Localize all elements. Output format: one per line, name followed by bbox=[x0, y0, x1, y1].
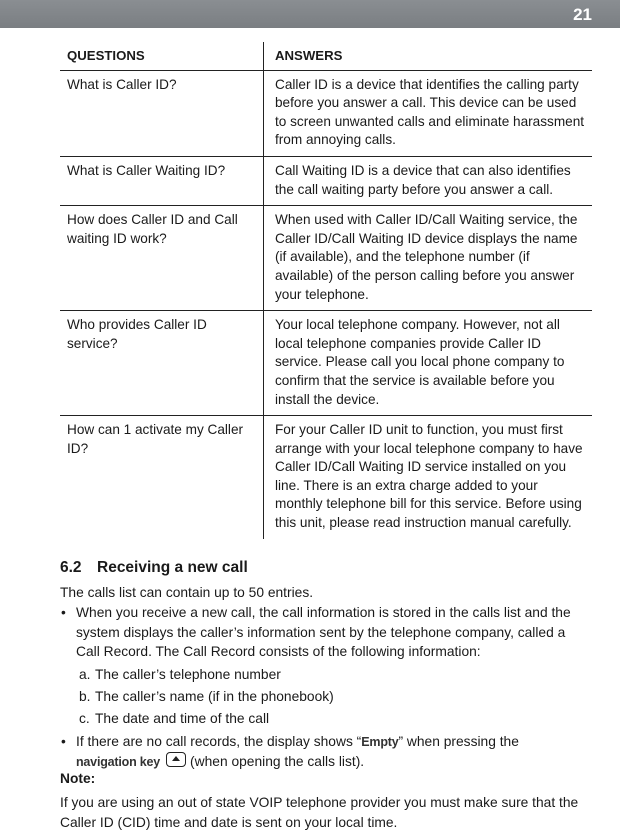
questions-header: QUESTIONS bbox=[60, 42, 264, 70]
sub-item bbox=[79, 708, 592, 730]
page-header-bar bbox=[0, 0, 620, 28]
bullet-symbol: • bbox=[61, 733, 66, 749]
bullet-list bbox=[60, 603, 592, 773]
sub-item bbox=[79, 664, 592, 686]
bullet-text: When you receive a new call, the call information is stored in the calls list and the system displays the caller’s information sent by the telephone company, called a Call Record. The Call Record consists of the following information: bbox=[76, 605, 571, 660]
call-record-sublist bbox=[76, 664, 592, 730]
bullet-item bbox=[60, 732, 592, 773]
section-title: Receiving a new call bbox=[97, 559, 248, 576]
faq-header-row bbox=[60, 42, 592, 70]
faq-row bbox=[60, 311, 592, 416]
faq-row bbox=[60, 416, 592, 539]
faq-answer: Call Waiting ID is a device that can also identifies the call waiting party before you answer a call. bbox=[275, 162, 571, 197]
faq-table bbox=[60, 42, 592, 539]
page-number: 21 bbox=[573, 5, 592, 24]
sub-item-letter: a. bbox=[79, 666, 91, 682]
sub-item bbox=[79, 686, 592, 708]
bullet2-post: (when opening the calls list). bbox=[190, 754, 365, 770]
sub-item-text: The date and time of the call bbox=[95, 710, 270, 726]
faq-row bbox=[60, 206, 592, 311]
bullet2-pre: If there are no call records, the display shows “ bbox=[76, 733, 362, 749]
faq-question: How does Caller ID and Call waiting ID work? bbox=[60, 206, 264, 311]
faq-question: How can 1 activate my Caller ID? bbox=[60, 416, 264, 539]
faq-question: Who provides Caller ID service? bbox=[60, 311, 264, 416]
faq-row bbox=[60, 70, 592, 156]
sub-item-letter: b. bbox=[79, 688, 91, 704]
bullet-symbol: • bbox=[61, 605, 66, 620]
faq-question: What is Caller ID? bbox=[60, 70, 264, 156]
sub-item-letter: c. bbox=[79, 710, 90, 726]
navigation-key-up-icon bbox=[166, 752, 186, 767]
faq-answer: Caller ID is a device that identifies the calling party before you answer a call. This device can be used to screen unwanted calls and eliminate harassment from annoying calls. bbox=[275, 76, 585, 148]
faq-answer: When used with Caller ID/Call Waiting service, the Caller ID/Call Waiting ID device displays the name (if available), and the telephone number (if available) of the person calling before you answer your telephone. bbox=[275, 212, 578, 302]
section-number: 6.2 bbox=[60, 559, 82, 576]
faq-row bbox=[60, 156, 592, 205]
answers-header: ANSWERS bbox=[275, 48, 343, 63]
faq-question: What is Caller Waiting ID? bbox=[60, 156, 264, 205]
empty-display-text: Empty bbox=[361, 734, 399, 749]
faq-answer: For your Caller ID unit to function, you must first arrange with your local telephone company to have Caller ID/Call Waiting ID service installed on you line. There is an extra charge added to your monthly telephone bill for this service. Before using this unit, please read instruction manual carefully. bbox=[275, 422, 583, 531]
section-heading bbox=[60, 559, 248, 577]
note-label: Note: bbox=[60, 771, 96, 786]
section-intro: The calls list can contain up to 50 entries. bbox=[60, 585, 314, 600]
bullet2-mid: ” when pressing the bbox=[398, 733, 519, 749]
faq-answer: Your local telephone company. However, not all local telephone companies provide Caller ID service. Please call you local phone company to confirm that the service is available before you install the device. bbox=[275, 317, 565, 407]
sub-item-text: The caller’s name (if in the phonebook) bbox=[95, 688, 334, 704]
sub-item-text: The caller’s telephone number bbox=[95, 666, 281, 682]
note-text: If you are using an out of state VOIP telephone provider you must make sure that the Caller ID (CID) time and date is sent on your local time. bbox=[60, 795, 579, 830]
navigation-key-label: navigation key bbox=[76, 755, 161, 770]
bullet-item bbox=[60, 603, 592, 730]
